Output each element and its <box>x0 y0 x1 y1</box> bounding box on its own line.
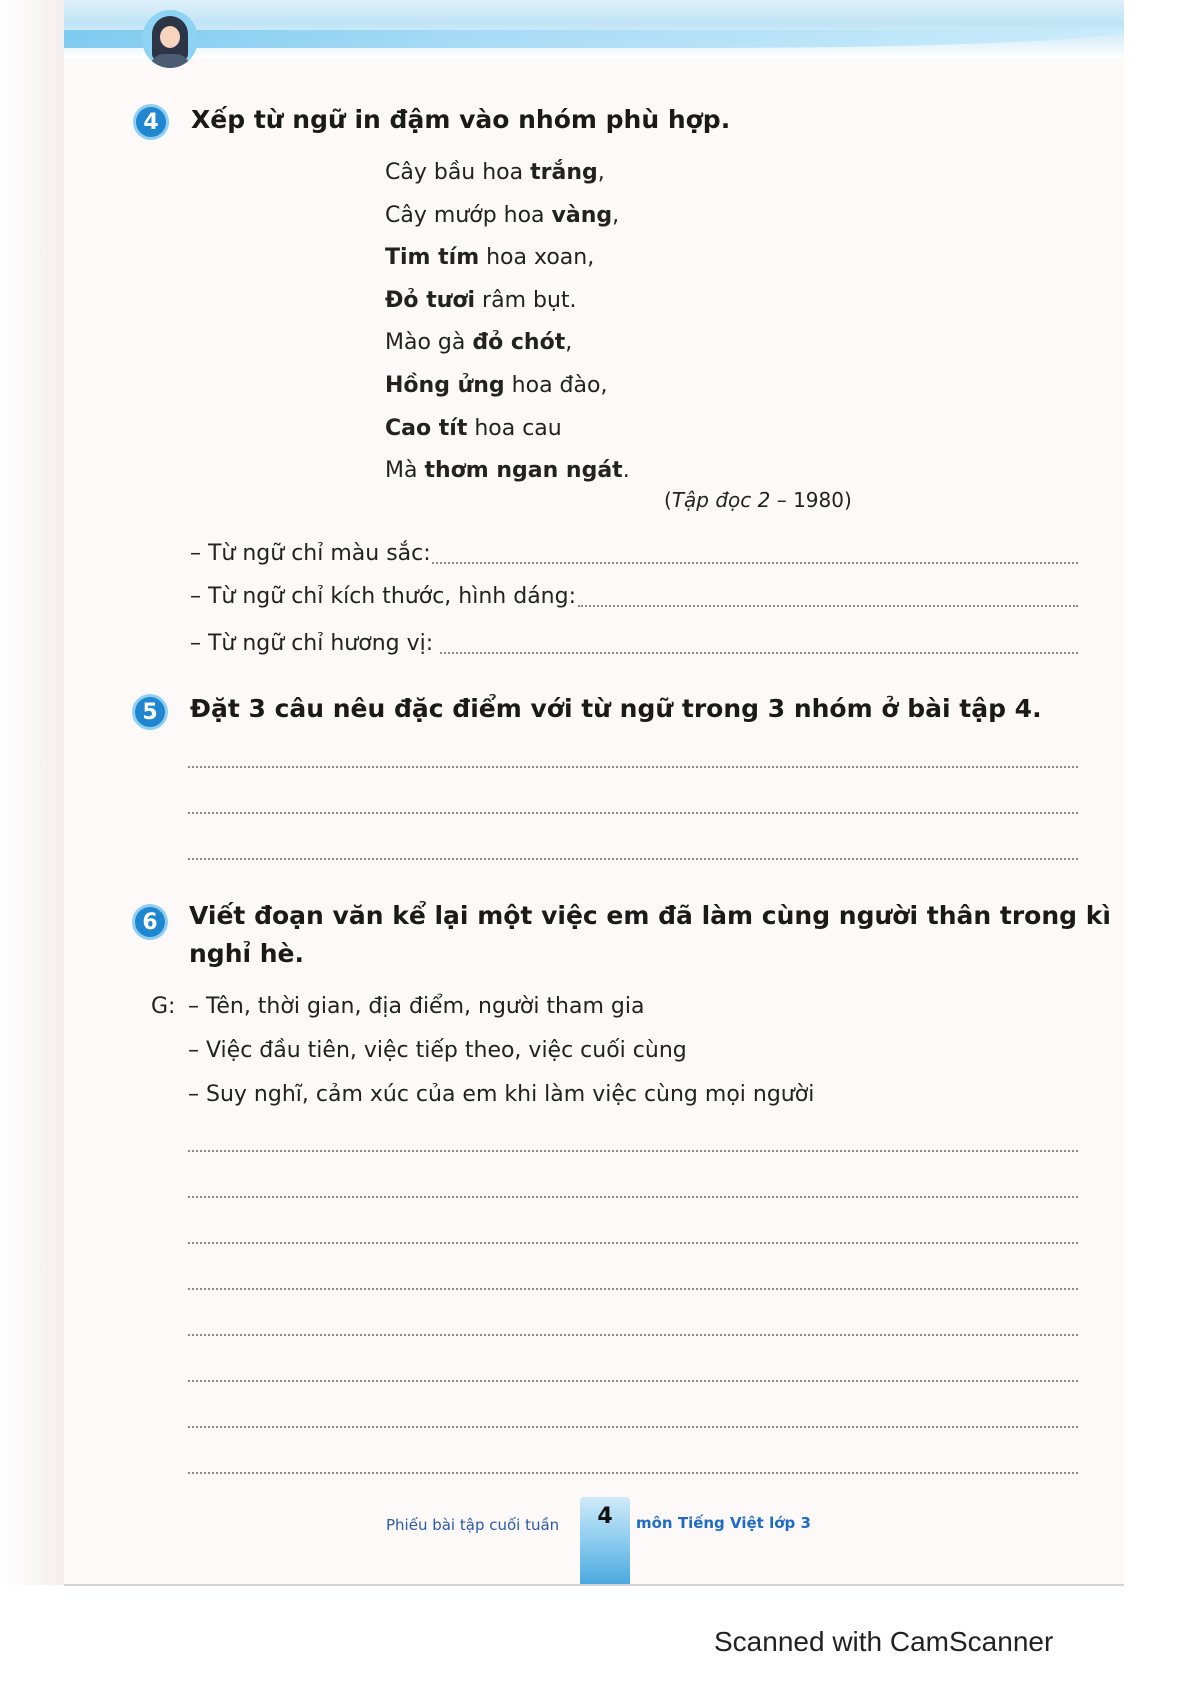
page-margin <box>1124 0 1191 1585</box>
answer-line[interactable] <box>188 812 1078 814</box>
poem-line: Cây bầu hoa trắng, <box>385 160 605 185</box>
question-5-title: Đặt 3 câu nêu đặc điểm với từ ngữ trong 3 nhóm ở bài tập 4. <box>190 694 1042 723</box>
footer-series-title: Phiếu bài tập cuối tuần <box>386 1516 560 1534</box>
scanner-watermark: Scanned with CamScanner <box>714 1626 1054 1657</box>
question-6-title-line1: Viết đoạn văn kể lại một việc em đã làm cùng người thân trong kì <box>189 901 1111 930</box>
answer-line[interactable] <box>188 1334 1078 1336</box>
answer-line[interactable] <box>188 1472 1078 1474</box>
question-6-number: 6 <box>132 904 168 940</box>
poem-line: Đỏ tươi râm bụt. <box>385 287 577 313</box>
poem-line: Hồng ửng hoa đào, <box>385 372 608 398</box>
answer-line[interactable] <box>188 1380 1078 1382</box>
page-bottom-edge <box>64 1584 1124 1586</box>
answer-line[interactable] <box>188 1288 1078 1290</box>
answer-line[interactable] <box>188 1426 1078 1428</box>
page-shadow <box>0 0 64 1585</box>
question-4-number: 4 <box>133 104 169 140</box>
poem-line: Tim tím hoa xoan, <box>385 245 595 271</box>
answer-line-size-shape[interactable] <box>578 605 1078 607</box>
header-band <box>64 0 1124 58</box>
answer-line[interactable] <box>188 1196 1078 1198</box>
answer-line-label-taste: – Từ ngữ chỉ hương vị: <box>190 631 434 656</box>
guide-item: – Suy nghĩ, cảm xúc của em khi làm việc cùng mọi người <box>188 1082 815 1107</box>
guide-item: – Tên, thời gian, địa điểm, người tham gia <box>188 994 645 1019</box>
answer-line-color[interactable] <box>432 562 1078 564</box>
question-5-number: 5 <box>132 694 168 730</box>
answer-line-label-color: – Từ ngữ chỉ màu sắc: <box>190 541 431 566</box>
answer-line[interactable] <box>188 1242 1078 1244</box>
question-4-title: Xếp từ ngữ in đậm vào nhóm phù hợp. <box>191 105 731 134</box>
answer-line[interactable] <box>188 858 1078 860</box>
student-avatar-icon <box>142 10 198 68</box>
poem-line: Mà thơm ngan ngát. <box>385 458 630 484</box>
poem <box>385 152 630 493</box>
answer-line[interactable] <box>188 766 1078 768</box>
page-number: 4 <box>597 1504 613 1529</box>
answer-line-label-size-shape: – Từ ngữ chỉ kích thước, hình dáng: <box>190 584 576 609</box>
poem-line: Cao tít hoa cau <box>385 415 562 441</box>
poem-source: (Tập đọc 2 – 1980) <box>664 488 852 512</box>
footer-subject: môn Tiếng Việt lớp 3 <box>636 1514 811 1532</box>
guide-label: G: <box>151 994 176 1019</box>
answer-line[interactable] <box>188 1150 1078 1152</box>
answer-line-taste[interactable] <box>440 652 1078 654</box>
guide-item: – Việc đầu tiên, việc tiếp theo, việc cuối cùng <box>188 1038 687 1063</box>
question-6-title-line2: nghỉ hè. <box>189 939 305 968</box>
poem-line: Cây mướp hoa vàng, <box>385 202 620 228</box>
poem-line: Mào gà đỏ chót, <box>385 330 573 356</box>
